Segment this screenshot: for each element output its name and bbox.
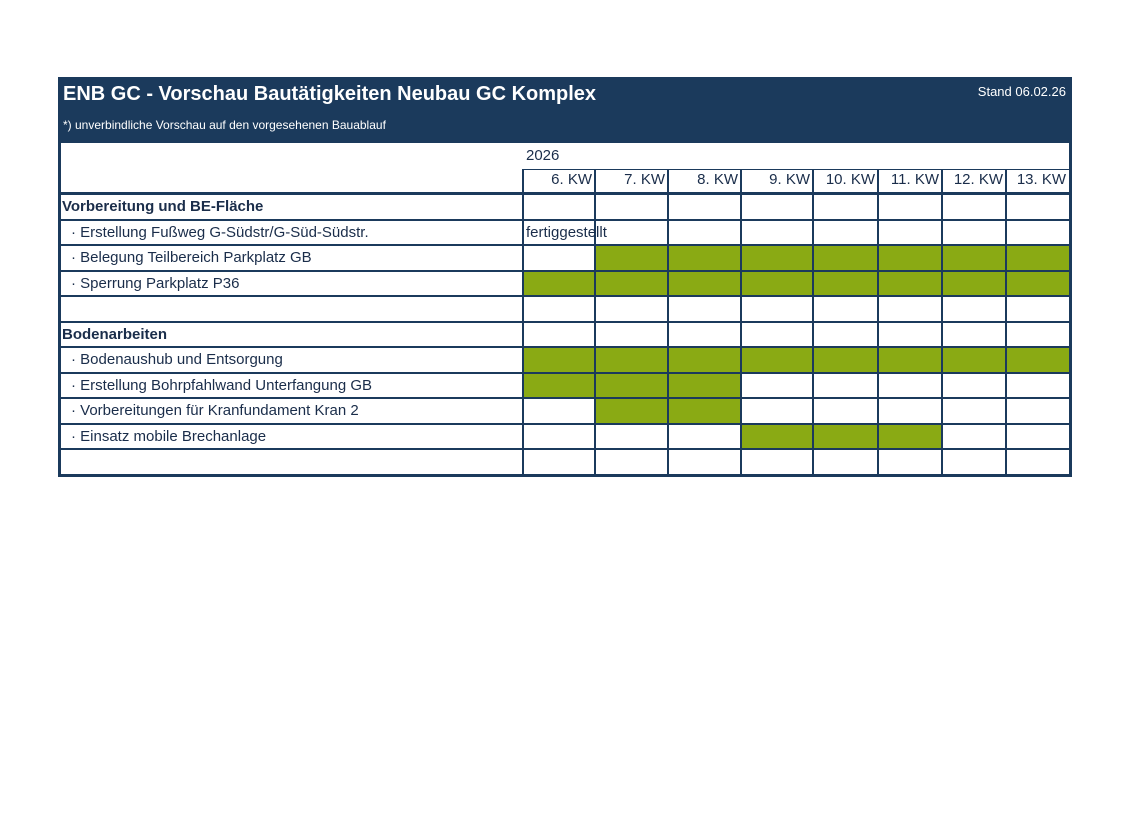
week-header: 13. KW xyxy=(1016,171,1066,188)
task-label: · Erstellung Fußweg G-Südstr/G-Süd-Südstr. xyxy=(71,223,369,241)
gantt-cell-active[interactable] xyxy=(668,373,741,399)
gantt-cell-active[interactable] xyxy=(595,245,668,271)
gantt-cell[interactable] xyxy=(942,424,1006,450)
stand-date: Stand 06.02.26 xyxy=(977,84,1066,99)
grid-line xyxy=(1005,169,1007,475)
gantt-cell-active[interactable] xyxy=(813,424,878,450)
gantt-cell[interactable] xyxy=(878,373,942,399)
gantt-cell-active[interactable] xyxy=(1006,271,1069,297)
section-heading: Vorbereitung und BE-Fläche xyxy=(62,198,264,215)
gantt-cell[interactable] xyxy=(741,296,813,322)
grid-line xyxy=(61,270,1069,272)
week-header: 7. KW xyxy=(624,171,665,188)
gantt-cell[interactable] xyxy=(668,220,741,246)
gantt-cell[interactable] xyxy=(942,398,1006,424)
gantt-cell[interactable] xyxy=(595,194,668,220)
grid-line xyxy=(667,169,669,475)
gantt-cell[interactable] xyxy=(595,424,668,450)
gantt-cell[interactable] xyxy=(1006,449,1069,475)
gantt-cell[interactable] xyxy=(942,194,1006,220)
gantt-cell-active[interactable] xyxy=(595,373,668,399)
gantt-cell[interactable] xyxy=(942,220,1006,246)
gantt-cell-active[interactable] xyxy=(1006,347,1069,373)
gantt-cell[interactable] xyxy=(1006,398,1069,424)
gantt-cell-active[interactable] xyxy=(942,245,1006,271)
gantt-cell-active[interactable] xyxy=(741,347,813,373)
grid-line xyxy=(61,192,1069,195)
gantt-cell[interactable] xyxy=(523,398,595,424)
gantt-cell-active[interactable] xyxy=(1006,245,1069,271)
gantt-cell-active[interactable] xyxy=(668,245,741,271)
grid-line xyxy=(61,372,1069,374)
gantt-cell[interactable] xyxy=(741,220,813,246)
gantt-cell[interactable] xyxy=(878,296,942,322)
grid-line xyxy=(941,169,943,475)
gantt-cell-active[interactable] xyxy=(878,245,942,271)
gantt-cell-active[interactable] xyxy=(741,245,813,271)
grid-line xyxy=(740,169,742,475)
gantt-cell[interactable] xyxy=(668,322,741,348)
grid-line xyxy=(522,169,524,475)
gantt-cell[interactable] xyxy=(942,322,1006,348)
gantt-cell[interactable] xyxy=(1006,424,1069,450)
gantt-cell[interactable] xyxy=(668,424,741,450)
status-note: fertiggestellt xyxy=(526,223,607,241)
gantt-cell[interactable] xyxy=(741,449,813,475)
gantt-cell[interactable] xyxy=(942,449,1006,475)
gantt-cell[interactable] xyxy=(668,449,741,475)
gantt-cell[interactable] xyxy=(523,296,595,322)
task-label: · Einsatz mobile Brechanlage xyxy=(71,427,267,445)
grid-line xyxy=(61,244,1069,246)
grid-line xyxy=(812,169,814,475)
gantt-cell-active[interactable] xyxy=(668,398,741,424)
gantt-cell[interactable] xyxy=(813,449,878,475)
gantt-cell[interactable] xyxy=(878,220,942,246)
gantt-cell-active[interactable] xyxy=(523,373,595,399)
gantt-cell[interactable] xyxy=(878,322,942,348)
gantt-cell[interactable] xyxy=(1006,296,1069,322)
gantt-cell[interactable] xyxy=(813,398,878,424)
week-header: 12. KW xyxy=(953,171,1003,188)
gantt-cell[interactable] xyxy=(741,373,813,399)
gantt-cell[interactable] xyxy=(523,424,595,450)
grid-line xyxy=(61,321,1069,323)
section-heading: Bodenarbeiten xyxy=(62,325,168,343)
gantt-cell[interactable] xyxy=(942,296,1006,322)
gantt-cell[interactable] xyxy=(741,194,813,220)
grid-line xyxy=(61,474,1069,476)
gantt-cell[interactable] xyxy=(878,398,942,424)
week-header: 9. KW xyxy=(769,171,810,188)
week-header: 8. KW xyxy=(697,171,738,188)
gantt-cell[interactable] xyxy=(813,296,878,322)
gantt-cell[interactable] xyxy=(668,194,741,220)
gantt-cell-active[interactable] xyxy=(668,271,741,297)
grid-line xyxy=(594,169,596,475)
gantt-cell[interactable] xyxy=(523,194,595,220)
year-label: 2026 xyxy=(526,147,560,164)
week-header: 10. KW xyxy=(825,171,875,188)
sheet-subtitle: *) unverbindliche Vorschau auf den vorgesehenen Bauablauf xyxy=(63,118,386,132)
gantt-cell[interactable] xyxy=(942,373,1006,399)
gantt-cell[interactable] xyxy=(523,245,595,271)
grid-line xyxy=(61,397,1069,399)
gantt-cell-active[interactable] xyxy=(595,271,668,297)
gantt-cell[interactable] xyxy=(878,194,942,220)
gantt-cell-active[interactable] xyxy=(878,424,942,450)
task-label: · Belegung Teilbereich Parkplatz GB xyxy=(71,249,312,266)
gantt-cell[interactable] xyxy=(741,398,813,424)
grid-line xyxy=(523,169,1069,170)
grid-line xyxy=(877,169,879,475)
gantt-cell-active[interactable] xyxy=(595,347,668,373)
gantt-cell[interactable] xyxy=(595,296,668,322)
gantt-cell-active[interactable] xyxy=(741,424,813,450)
grid-line xyxy=(61,219,1069,221)
schedule-sheet xyxy=(58,77,1072,477)
sheet-title: ENB GC - Vorschau Bautätigkeiten Neubau GC Komplex xyxy=(63,83,597,105)
gantt-cell[interactable] xyxy=(523,322,595,348)
gantt-cell-active[interactable] xyxy=(942,271,1006,297)
gantt-cell[interactable] xyxy=(668,296,741,322)
gantt-cell-active[interactable] xyxy=(813,347,878,373)
gantt-cell-active[interactable] xyxy=(942,347,1006,373)
gantt-cell-active[interactable] xyxy=(523,271,595,297)
gantt-cell-active[interactable] xyxy=(668,347,741,373)
grid-line xyxy=(61,346,1069,348)
task-label: · Erstellung Bohrpfahlwand Unterfangung GB xyxy=(71,376,373,394)
task-label: · Bodenaushub und Entsorgung xyxy=(71,351,283,368)
gantt-cell[interactable] xyxy=(1006,373,1069,399)
grid-line xyxy=(61,295,1069,297)
gantt-cell[interactable] xyxy=(813,322,878,348)
gantt-cell[interactable] xyxy=(1006,194,1069,220)
gantt-cell-active[interactable] xyxy=(523,347,595,373)
gantt-cell-active[interactable] xyxy=(878,271,942,297)
gantt-cell[interactable] xyxy=(813,194,878,220)
gantt-cell[interactable] xyxy=(813,220,878,246)
task-label: · Vorbereitungen für Kranfundament Kran 2 xyxy=(71,402,359,419)
gantt-cell[interactable] xyxy=(1006,322,1069,348)
gantt-cell[interactable] xyxy=(1006,220,1069,246)
gantt-cell[interactable] xyxy=(878,449,942,475)
gantt-cell[interactable] xyxy=(595,449,668,475)
gantt-cell[interactable] xyxy=(741,322,813,348)
week-header: 11. KW xyxy=(890,171,939,188)
gantt-cell-active[interactable] xyxy=(813,271,878,297)
gantt-cell-active[interactable] xyxy=(741,271,813,297)
gantt-cell[interactable] xyxy=(523,449,595,475)
task-label: · Sperrung Parkplatz P36 xyxy=(71,274,240,292)
week-header: 6. KW xyxy=(551,171,592,188)
schedule-grid xyxy=(61,143,1069,474)
gantt-cell-active[interactable] xyxy=(813,245,878,271)
gantt-cell[interactable] xyxy=(595,322,668,348)
gantt-cell-active[interactable] xyxy=(878,347,942,373)
grid-line xyxy=(61,448,1069,450)
gantt-cell[interactable] xyxy=(813,373,878,399)
grid-line xyxy=(61,423,1069,425)
gantt-cell-active[interactable] xyxy=(595,398,668,424)
